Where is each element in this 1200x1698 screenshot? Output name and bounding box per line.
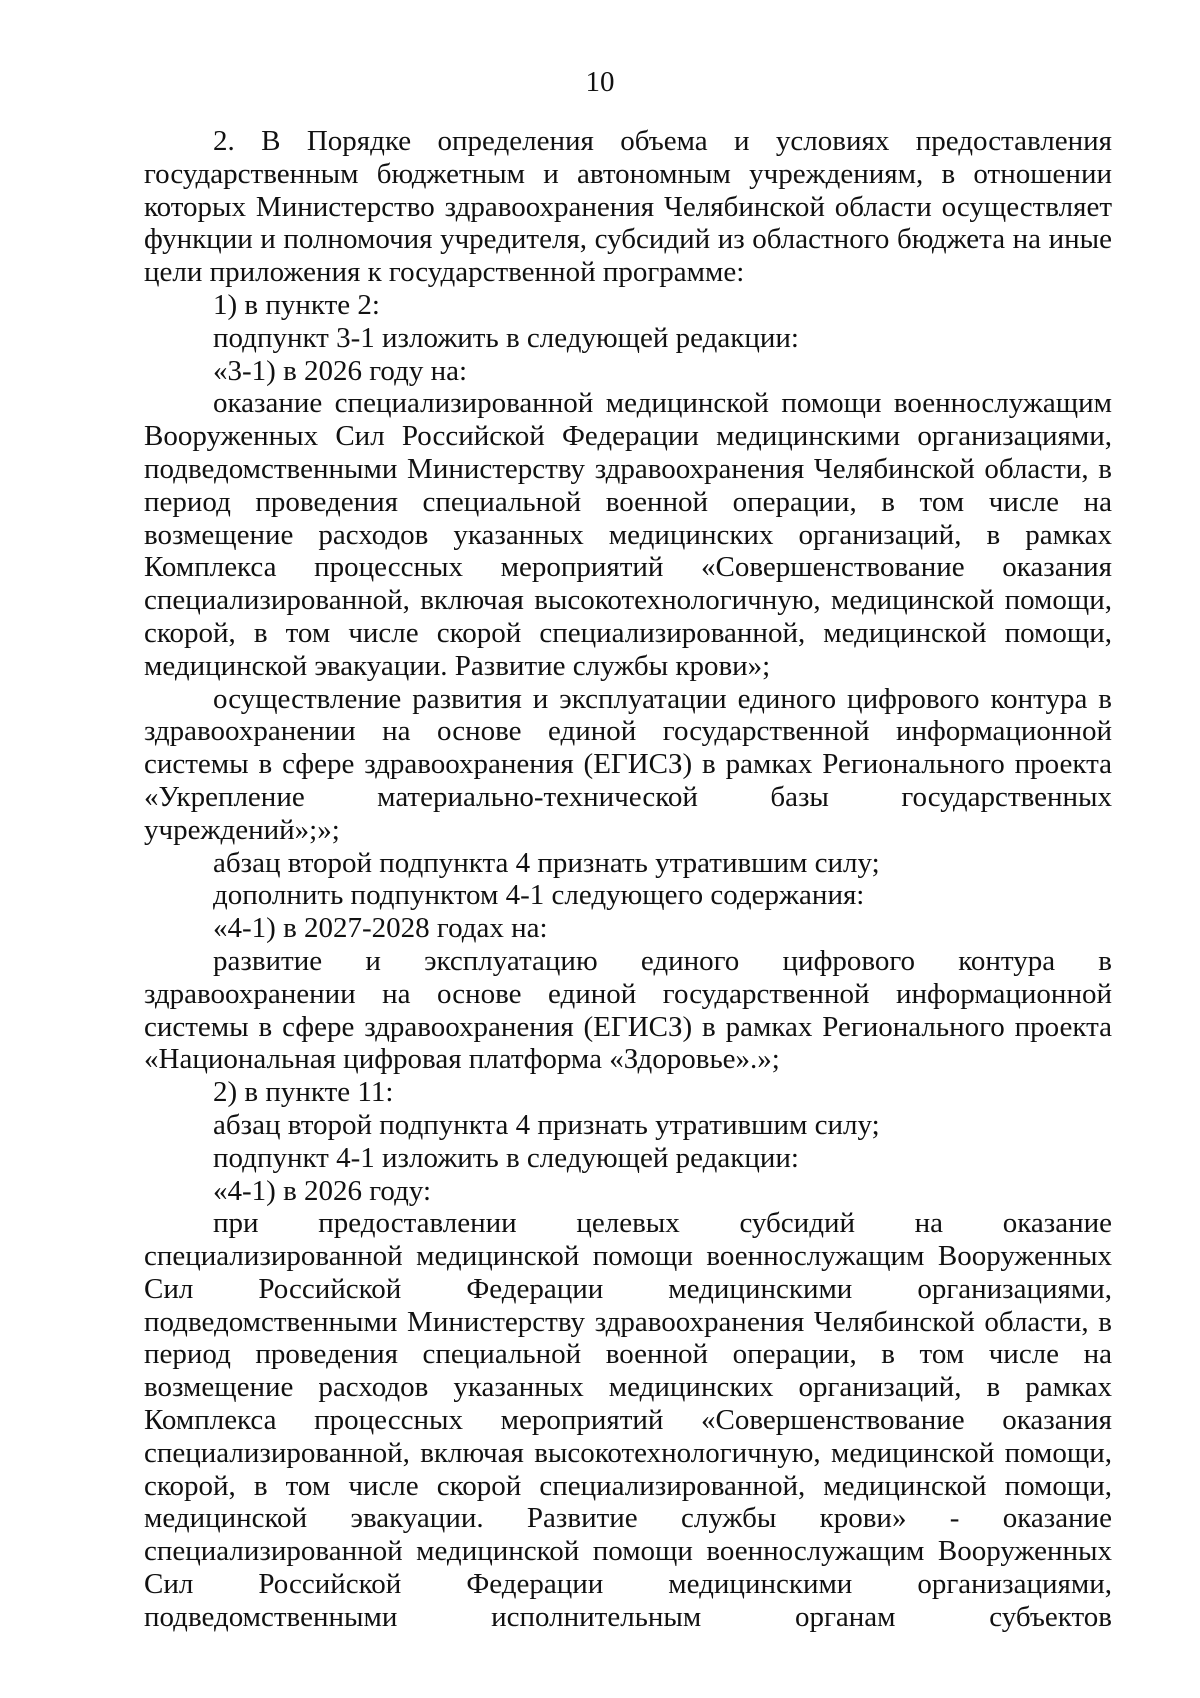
paragraph-digital-platform: развитие и эксплуатацию единого цифрового контура в здравоохранении на основе единой государственной информационной системы в сфере здравоохранения (ЕГИСЗ) в рамках Регионального проекта «Национальная цифровая платформа «Здоровье».»;: [144, 944, 1112, 1076]
paragraph-subpoint-3-1-heading: «3-1) в 2026 году на:: [213, 354, 468, 387]
paragraph-point-11: 2) в пункте 11:: [213, 1076, 394, 1109]
document-body: [144, 125, 1112, 1634]
paragraph-subpoint-4-void-2: абзац второй подпункта 4 признать утратившим силу;: [213, 1108, 880, 1141]
paragraph-add-subpoint-4-1: дополнить подпунктом 4-1 следующего содержания:: [213, 879, 865, 912]
paragraph-point-2: 1) в пункте 2:: [213, 288, 380, 321]
paragraph-item-2-intro: 2. В Порядке определения объема и условиях предоставления государственным бюджетным и автономным учреждениям, в отношении которых Министерство здравоохранения Челябинской области осуществляет функции и полномочия учредителя, субсидий из областного бюджета на иные цели приложения к государственной программе:: [144, 125, 1112, 289]
paragraph-subpoint-4-1-heading: «4-1) в 2027-2028 годах на:: [213, 912, 548, 945]
page-number: 10: [585, 66, 615, 98]
paragraph-subpoint-4-1-2026-heading: «4-1) в 2026 году:: [213, 1174, 432, 1207]
paragraph-subpoint-3-1-instruction: подпункт 3-1 изложить в следующей редакции:: [213, 321, 799, 354]
paragraph-specialized-care: оказание специализированной медицинской помощи военнослужащим Вооруженных Сил Российской Федерации медицинскими организациями, подведомственными Министерству здравоохранения Челябинской области, в период проведения специальной военной операции, в том числе на возмещение расходов указанных медицинских организаций, в рамках Комплекса процессных мероприятий «Совершенствование оказания специализированной, включая высокотехнологичную, медицинской помощи, скорой, в том числе скорой специализированной, медицинской помощи, медицинской эвакуации. Развитие службы крови»;: [144, 387, 1112, 682]
paragraph-subpoint-4-1-instruction: подпункт 4-1 изложить в следующей редакции:: [213, 1141, 799, 1174]
paragraph-targeted-subsidies: при предоставлении целевых субсидий на оказание специализированной медицинской помощи военнослужащим Вооруженных Сил Российской Федерации медицинскими организациями, подведомственными Министерству здравоохранения Челябинской области, в период проведения специальной военной операции, в том числе на возмещение расходов указанных медицинских организаций, в рамках Комплекса процессных мероприятий «Совершенствование оказания специализированной, включая высокотехнологичную, медицинской помощи, скорой, в том числе скорой специализированной, медицинской помощи, медицинской эвакуации. Развитие службы крови» - оказание специализированной медицинской помощи военнослужащим Вооруженных Сил Российской Федерации медицинскими организациями, подведомственными исполнительным органам субъектов: [144, 1207, 1112, 1633]
paragraph-subpoint-4-void: абзац второй подпункта 4 признать утратившим силу;: [213, 846, 880, 879]
paragraph-digital-contour: осуществление развития и эксплуатации единого цифрового контура в здравоохранении на основе единой государственной информационной системы в сфере здравоохранения (ЕГИСЗ) в рамках Регионального проекта «Укрепление материально-технической базы государственных учреждений»;»;: [144, 682, 1112, 846]
